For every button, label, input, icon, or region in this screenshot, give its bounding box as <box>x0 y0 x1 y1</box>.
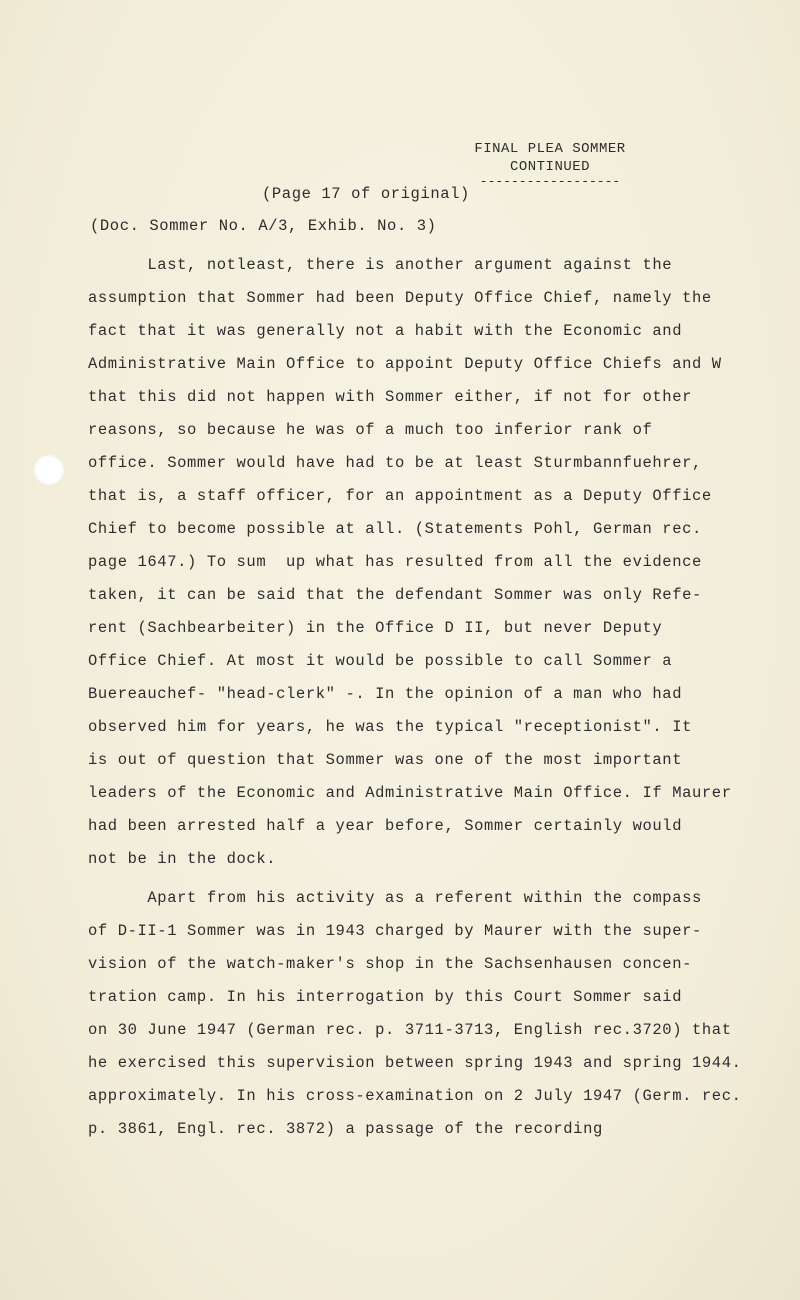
header-subtitle: CONTINUED <box>509 159 591 175</box>
body-line: taken, it can be said that the defendant Sommer was only Refe- <box>88 586 702 604</box>
body-line: is out of question that Sommer was one of the most important <box>88 751 683 769</box>
body-line: Apart from his activity as a referent within the compass <box>88 889 702 907</box>
page-reference: (Page 17 of original) <box>262 185 470 203</box>
header-title: FINAL PLEA SOMMER <box>474 141 626 157</box>
body-line: Last, notleast, there is another argument against the <box>88 256 673 274</box>
body-line: Office Chief. At most it would be possible to call Sommer a <box>88 652 673 670</box>
header-rule: ------------------ <box>479 174 621 189</box>
body-line: he exercised this supervision between spring 1943 and spring 1944. <box>88 1054 742 1072</box>
document-reference: (Doc. Sommer No. A/3, Exhib. No. 3) <box>90 217 437 235</box>
body-line: page 1647.) To sum up what has resulted from all the evidence <box>88 553 702 571</box>
body-line: Buereauchef- "head-clerk" -. In the opinion of a man who had <box>88 685 683 703</box>
body-line: reasons, so because he was of a much too inferior rank of <box>88 421 653 439</box>
body-line: tration camp. In his interrogation by this Court Sommer said <box>88 988 683 1006</box>
body-line: that is, a staff officer, for an appointment as a Deputy Office <box>88 487 712 505</box>
body-line: on 30 June 1947 (German rec. p. 3711-3713, English rec.3720) that <box>88 1021 732 1039</box>
body-line: rent (Sachbearbeiter) in the Office D II, but never Deputy <box>88 619 663 637</box>
body-line: of D-II-1 Sommer was in 1943 charged by Maurer with the super- <box>88 922 702 940</box>
body-line: observed him for years, he was the typical "receptionist". It <box>88 718 692 736</box>
body-line: Administrative Main Office to appoint Deputy Office Chiefs and W <box>88 355 722 373</box>
body-line: Chief to become possible at all. (Statements Pohl, German rec. <box>88 520 702 538</box>
body-line: not be in the dock. <box>88 850 277 868</box>
punch-hole <box>34 455 64 485</box>
body-line: had been arrested half a year before, Sommer certainly would <box>88 817 683 835</box>
body-line: fact that it was generally not a habit with the Economic and <box>88 322 683 340</box>
body-line: office. Sommer would have had to be at least Sturmbannfuehrer, <box>88 454 702 472</box>
document-header <box>460 140 640 188</box>
body-line: p. 3861, Engl. rec. 3872) a passage of the recording <box>88 1120 603 1138</box>
body-line: leaders of the Economic and Administrative Main Office. If Maurer <box>88 784 732 802</box>
body-line: approximately. In his cross-examination on 2 July 1947 (Germ. rec. <box>88 1087 742 1105</box>
body-line: assumption that Sommer had been Deputy Office Chief, namely the <box>88 289 712 307</box>
body-line: vision of the watch-maker's shop in the Sachsenhausen concen- <box>88 955 692 973</box>
body-line: that this did not happen with Sommer either, if not for other <box>88 388 692 406</box>
